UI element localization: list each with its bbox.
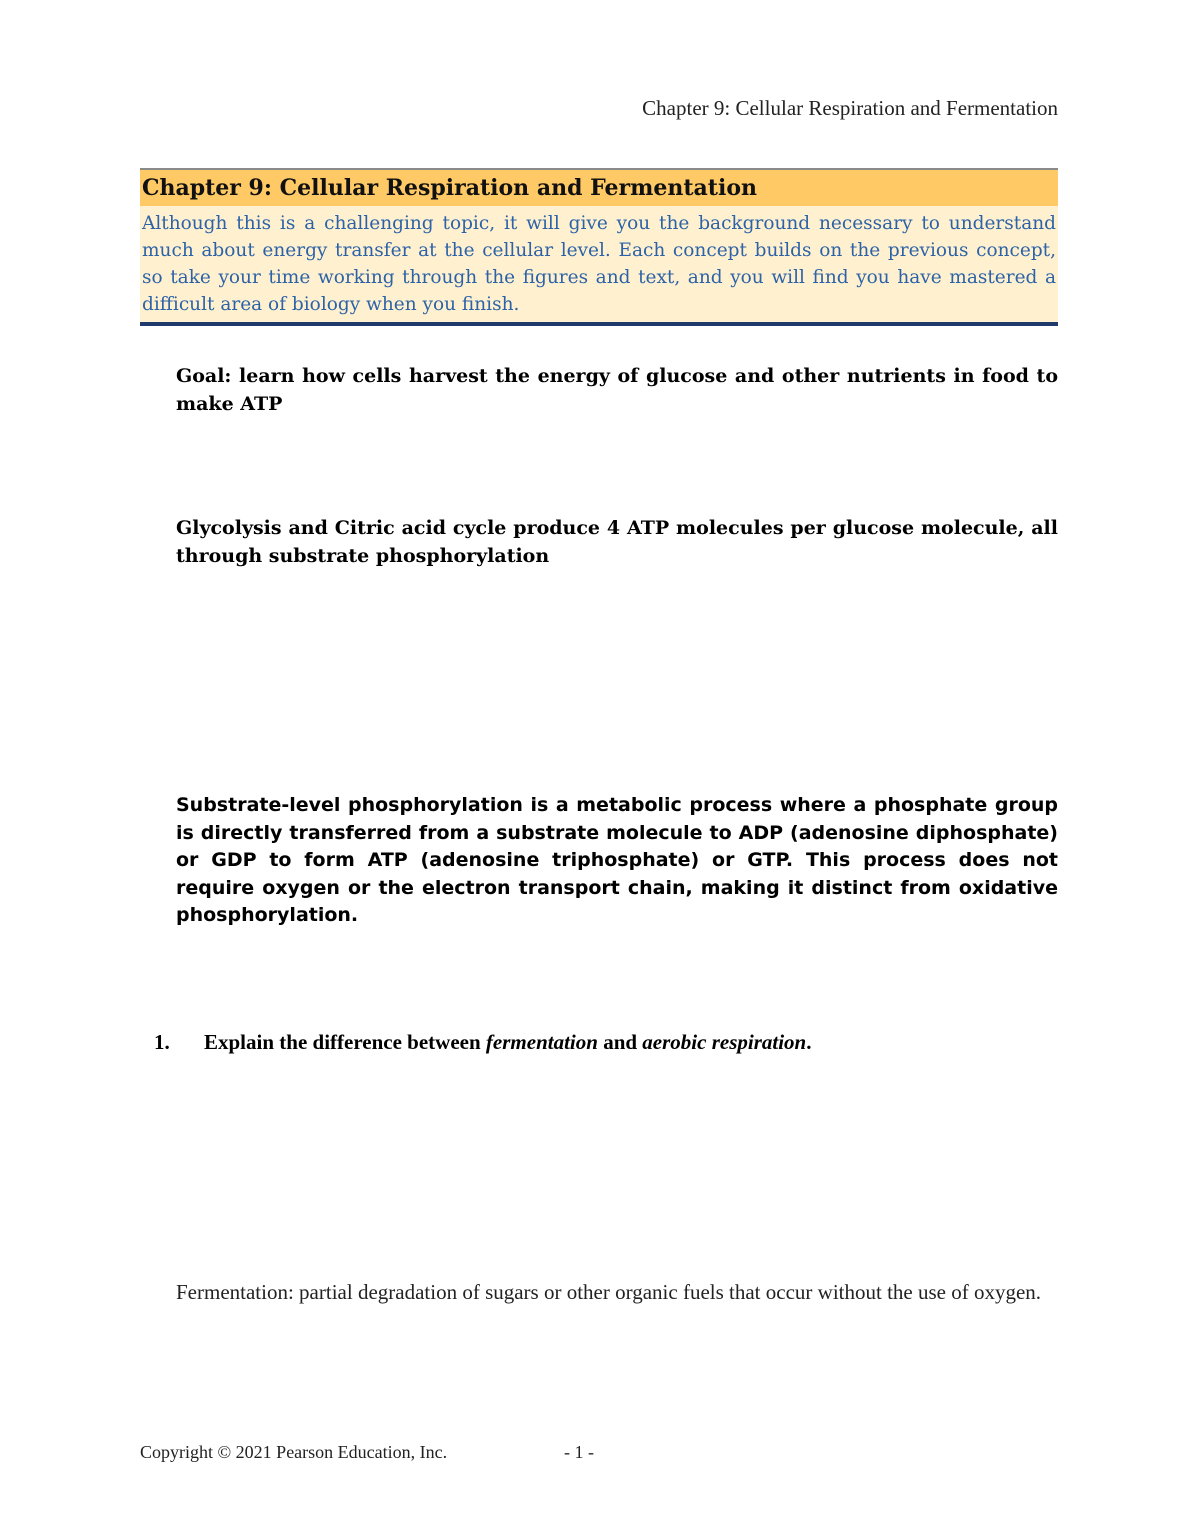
chapter-description: Although this is a challenging topic, it will give you the background necessary to understand much about energy transfer at the cellular level. Each concept builds on the previous concept, so take your time working through the figures and text, and you will find you have mastered a difficult area of biology when you finish. bbox=[140, 206, 1058, 326]
glycolysis-note: Glycolysis and Citric acid cycle produce 4 ATP molecules per glucose molecule, all through substrate phosphorylation bbox=[176, 517, 1058, 567]
running-header: Chapter 9: Cellular Respiration and Fermentation bbox=[642, 96, 1058, 120]
copyright-footer: Copyright © 2021 Pearson Education, Inc. bbox=[140, 1442, 448, 1462]
question-text-before: Explain the difference between bbox=[204, 1030, 486, 1054]
question-text-after: . bbox=[806, 1030, 812, 1054]
question-term-fermentation: fermentation bbox=[485, 1030, 598, 1054]
substrate-phosphorylation-note: Substrate-level phosphorylation is a metabolic process where a phosphate group is directly transferred from a substrate molecule to ADP (adenosine diphosphate) or GDP to form ATP (adenosine triphosphate) or GTP. This process does not require oxygen or the electron transport chain, making it distinct from oxidative phosphorylation. bbox=[176, 794, 1058, 926]
page-number: - 1 - bbox=[564, 1442, 594, 1462]
question-number: 1. bbox=[154, 1030, 170, 1054]
chapter-intro-box bbox=[140, 168, 1058, 326]
fermentation-answer: Fermentation: partial degradation of sugars or other organic fuels that occur without the use of oxygen. bbox=[176, 1280, 1042, 1304]
question-text-middle: and bbox=[597, 1030, 643, 1054]
chapter-title: Chapter 9: Cellular Respiration and Fermentation bbox=[140, 168, 1058, 206]
question-term-aerobic-respiration: aerobic respiration bbox=[642, 1030, 807, 1054]
question-1 bbox=[154, 1028, 811, 1056]
goal-note: Goal: learn how cells harvest the energy of glucose and other nutrients in food to make ATP bbox=[176, 365, 1058, 415]
